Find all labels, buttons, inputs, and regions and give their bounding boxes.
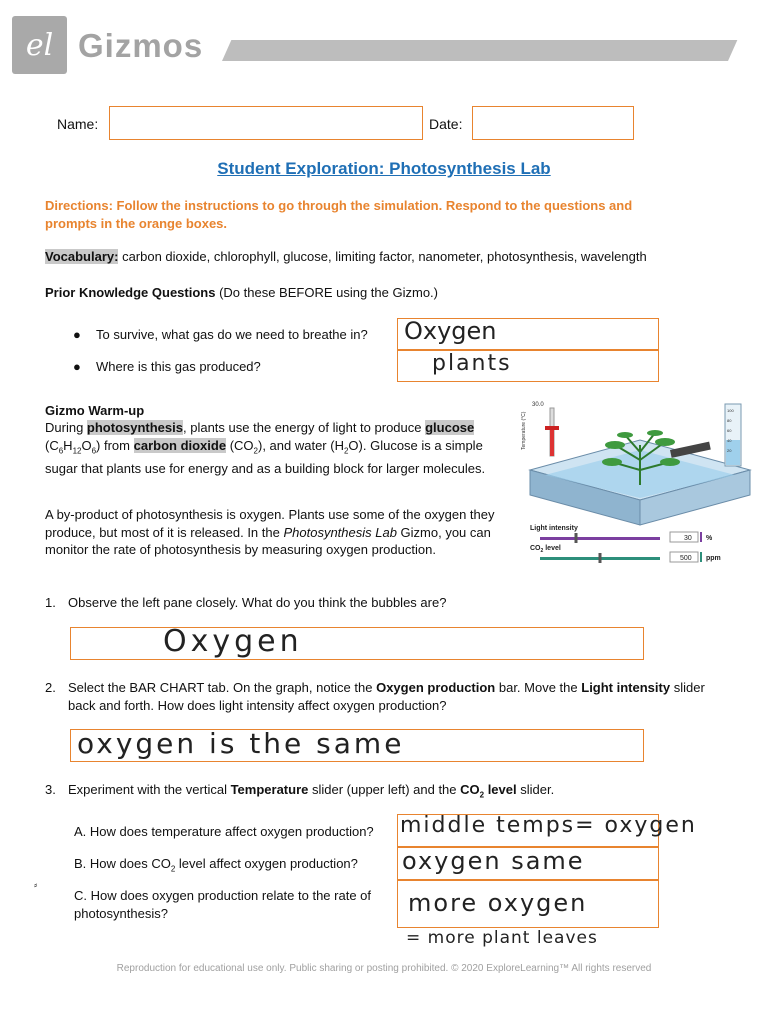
cyl-tick-3: 40 <box>727 438 732 443</box>
t: ), and water (H <box>257 437 344 453</box>
bullet-2: ● <box>73 359 81 374</box>
answer-3c-extra: = more plant leaves <box>406 928 598 948</box>
page-title[interactable]: Student Exploration: Photosynthesis Lab <box>217 159 551 178</box>
t: Select the BAR CHART tab. On the graph, notice the <box>68 680 377 695</box>
t: During <box>45 420 87 435</box>
prior-answer-1-box[interactable] <box>397 318 659 350</box>
t: bar. Move the <box>495 680 582 695</box>
prior-knowledge-heading <box>45 284 735 302</box>
question-1-number: 1. <box>45 595 56 610</box>
prior-question-2: Where is this gas produced? <box>96 359 261 374</box>
cyl-tick-4: 20 <box>727 448 732 453</box>
sub: 6 <box>91 446 97 456</box>
prior-question-1: To survive, what gas do we need to breathe in? <box>96 327 368 342</box>
thermo-top-value: 30.0 <box>532 402 544 408</box>
term-oxygen-production: Oxygen production <box>376 680 496 695</box>
answer-3b-box[interactable] <box>397 847 659 880</box>
sub: 2 <box>479 790 485 800</box>
light-intensity-unit: % <box>706 535 713 542</box>
stray-pen-mark: ⸗ <box>34 880 38 891</box>
t: level affect oxygen production? <box>175 856 358 871</box>
bullet-1: ● <box>73 327 81 342</box>
t: (CO <box>226 437 254 453</box>
name-label: Name: <box>57 116 99 132</box>
logo-glyph: el <box>25 27 54 63</box>
gizmo-name: Photosynthesis Lab <box>283 524 397 540</box>
vocabulary-label: Vocabulary: <box>45 249 119 264</box>
term-photosynthesis: photosynthesis <box>86 420 183 435</box>
t: B. How does CO <box>74 856 171 871</box>
footer-copyright: Reproduction for educational use only. Public sharing or posting prohibited. © 2020 ExploreLearning™ All rights reserved <box>116 963 652 974</box>
sub: 2 <box>343 446 349 456</box>
question-3-text <box>68 781 718 804</box>
t: ) from <box>96 437 134 453</box>
vocabulary-terms: carbon dioxide, chlorophyll, glucose, limiting factor, nanometer, photosynthesis, wavelength <box>118 249 647 264</box>
sub: 6 <box>58 446 64 456</box>
t: Experiment with the vertical <box>68 782 231 797</box>
simulation-svg <box>520 400 760 570</box>
prior-answer-2-box[interactable] <box>397 350 659 382</box>
sub: 2 <box>170 864 176 874</box>
co2-level-unit: ppm <box>706 555 721 562</box>
temperature-axis-label: Temperature (°C) <box>521 411 527 450</box>
light-intensity-track[interactable] <box>540 537 660 540</box>
name-field[interactable] <box>109 106 423 140</box>
co2-subscript: 2 <box>540 548 544 554</box>
answer-2-box[interactable] <box>70 729 644 762</box>
term-carbon-dioxide: carbon dioxide <box>133 437 227 453</box>
t: (C <box>45 437 59 453</box>
answer-3b: oxygen same <box>402 847 585 875</box>
t: , plants use the energy of light to produce <box>183 420 426 435</box>
t: A by-product of photosynthesis is oxygen. Plants use some of the oxygen they produce, but most of it is released. In the <box>45 507 495 540</box>
date-field[interactable] <box>472 106 634 140</box>
t: slider back and forth. How does light intensity affect oxygen production? <box>68 680 705 713</box>
prior-answer-2: plants <box>432 351 512 376</box>
question-3a: A. How does temperature affect oxygen production? <box>74 824 374 839</box>
t: O <box>81 437 92 453</box>
prior-note: (Do these BEFORE using the Gizmo.) <box>215 285 438 300</box>
co2-level-label <box>530 545 561 554</box>
question-3b <box>74 855 358 878</box>
co2-label-tail: level <box>543 545 561 552</box>
header-bar <box>222 40 737 61</box>
answer-1-box[interactable] <box>70 624 644 660</box>
term-co2-level <box>460 782 517 800</box>
term-light-intensity: Light intensity <box>581 680 671 695</box>
cyl-tick-1: 80 <box>727 418 732 423</box>
t: Gizmo, you can monitor the rate of photosynthesis by measuring oxygen production. <box>45 524 491 557</box>
warmup-heading: Gizmo Warm-up <box>45 403 145 418</box>
question-1-text: Observe the left pane closely. What do you think the bubbles are? <box>68 595 447 610</box>
date-label: Date: <box>429 116 463 132</box>
answer-2: oxygen is the same <box>77 727 405 760</box>
explorelearning-logo <box>12 16 67 74</box>
co2-level-value: 500 <box>680 555 692 562</box>
prior-heading-text: Prior Knowledge Questions <box>45 285 216 300</box>
term-temperature: Temperature <box>230 782 309 797</box>
answer-3c: more oxygen <box>408 889 588 917</box>
question-2-number: 2. <box>45 680 56 695</box>
answer-1: Oxygen <box>163 624 303 659</box>
co2-label-text: CO <box>530 545 541 552</box>
term-glucose: glucose <box>425 420 475 435</box>
question-3c: C. How does oxygen production relate to the rate of photosynthesis? <box>74 888 372 921</box>
sub: 12 <box>72 446 82 456</box>
warmup-paragraph-1 <box>45 419 505 477</box>
simulation-image <box>520 400 760 570</box>
t: slider. <box>516 782 555 797</box>
cyl-tick-0: 100 <box>727 408 734 413</box>
t: level <box>484 782 517 797</box>
co2-level-handle[interactable] <box>599 553 602 563</box>
warmup-paragraph-2 <box>45 506 505 559</box>
directions: Directions: Follow the instructions to go through the simulation. Respond to the questions and prompts in the orange boxes. <box>45 198 633 231</box>
question-3-number: 3. <box>45 782 56 797</box>
prior-answer-1: Oxygen <box>404 317 497 345</box>
answer-3a: middle temps= oxygen <box>400 813 697 838</box>
t: H <box>63 437 73 453</box>
t: slider (upper left) and the <box>308 782 461 797</box>
light-intensity-value: 30 <box>684 535 692 542</box>
light-intensity-label: Light intensity <box>530 525 578 532</box>
t: O). Glucose is a simple sugar that plants use for energy and as a building block for larger molecules. <box>45 437 486 476</box>
answer-3a-box[interactable] <box>397 813 697 847</box>
answer-3c-box[interactable] <box>397 880 659 928</box>
cyl-tick-2: 60 <box>727 428 732 433</box>
vocabulary <box>45 248 735 266</box>
question-2-text <box>68 679 718 714</box>
gizmos-brand: Gizmos <box>78 27 204 64</box>
sub: 2 <box>253 446 258 456</box>
temperature-slider-handle[interactable] <box>545 426 559 430</box>
light-intensity-handle[interactable] <box>575 533 578 543</box>
t: CO <box>460 782 480 797</box>
